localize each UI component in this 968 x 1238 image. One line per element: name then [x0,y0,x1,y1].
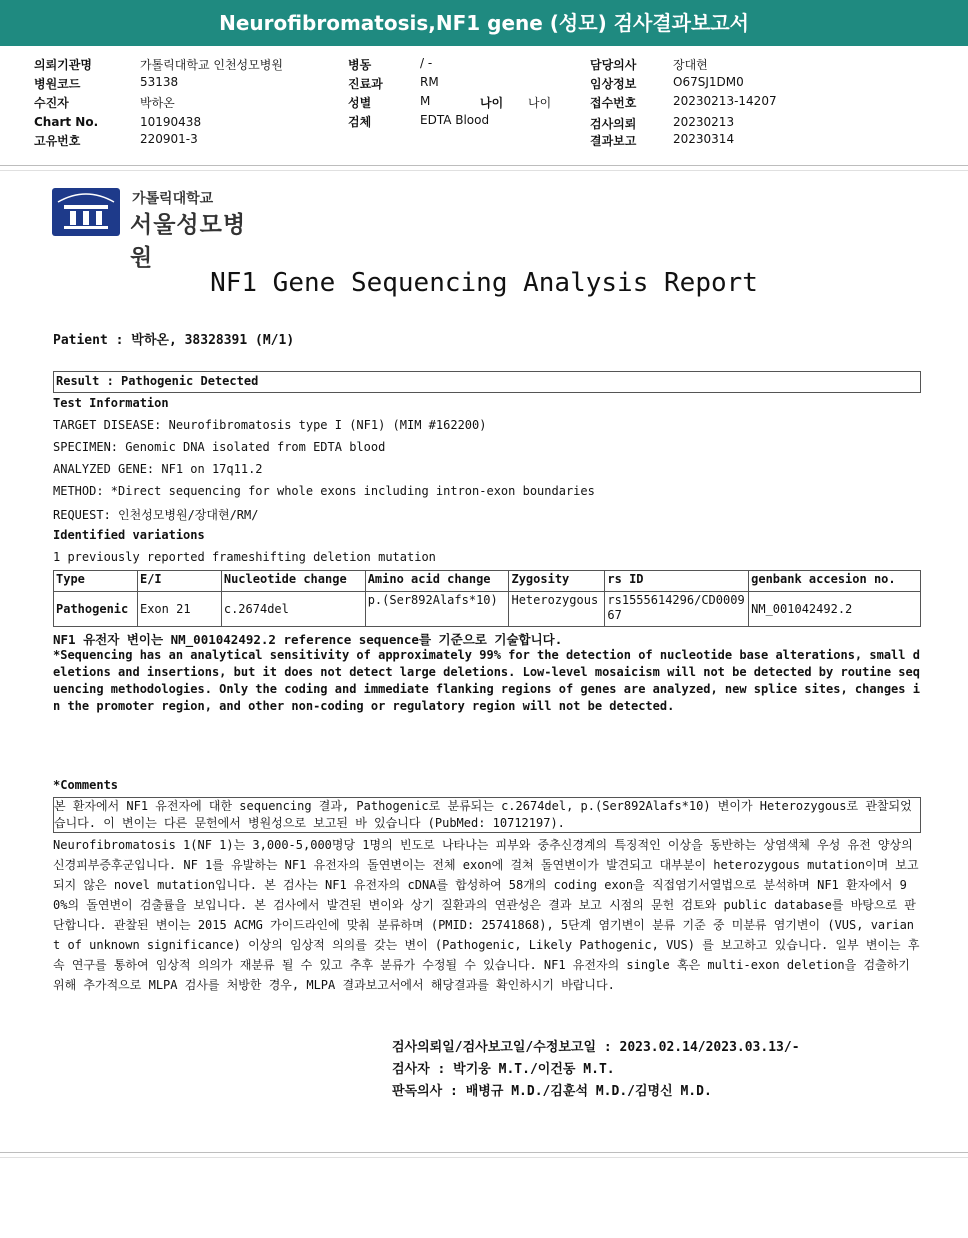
test-info-heading: Test Information [53,396,169,410]
header-label: 수진자 [34,96,69,110]
comment-body: Neurofibromatosis 1(NF 1)는 3,000-5,000명당 1명의 빈도로 나타나는 피부와 중추신경계의 특징적인 이상을 동반하는 상염색체 우성 유전 양상의 신경피부증후군입니다. NF 1를 유발하는 NF1 유전자의 돌연변이는 전체 exon에 걸쳐 돌연변이가 발견되고 대부분이 heterozygous mutation이며 보고되지 않은 novel mutation입니다. 본 검사는 NF1 유전자의 cDNA를 합성하여 58개의 coding exon을 직접염기서열법으로 분석하며 NF1 환자에서 90%의 돌연변이 검출률을 보입니다. 본 검사에서 발견된 변이와 상기 질환과의 연관성은 결과 보고 시점의 문헌 검토와 public database를 바탕으로 판단합니다. 관찰된 변이는 2015 ACMG 가이드라인에 맞춰 분류하며 (PMID: 25741868), 5단계 염기변이 분류 기준 중 미분류 염기변이 (VUS, variant of unknown significance) 이상의 임상적 의의를 갖는 변이 (Pathogenic, Likely Pathogenic, VUS) 를 보고하고 있습니다. 일부 변이는 후속 연구를 통하여 임상적 의의가 재분류 될 수 있고 추후 분류가 수정될 수 있습니다. NF1 유전자의 single 혹은 multi-exon deletion을 검출하기 위해 추가적으로 MLPA 검사를 처방한 경우, MLPA 결과보고서에서 해당결과를 확인하시기 바랍니다. [53,838,920,992]
header-label: 고유번호 [34,134,81,148]
logo-university-name: 가톨릭대학교 [132,191,214,207]
divider [0,170,968,171]
table-cell: NM_001042492.2 [749,592,921,627]
header-label: 결과보고 [590,134,637,148]
patient-line: Patient : 박하온, 38328391 (M/1) [53,333,295,348]
header-value: 20230213 [673,115,735,129]
header-label: 진료과 [348,77,383,91]
column-header: Type [54,571,138,592]
header-value: / - [420,56,433,70]
header-value: O67SJ1DM0 [673,75,744,89]
table-row [54,592,921,627]
table-cell: p.(Ser892Alafs*10) [365,592,509,627]
header-value: RM [420,75,439,89]
header-value: 박하온 [140,96,175,110]
header-value: M [420,94,431,108]
header-label: 검사의뢰 [590,117,637,131]
method: METHOD: *Direct sequencing for whole exons including intron-exon boundaries [53,484,595,498]
identified-summary: 1 previously reported frameshifting deletion mutation [53,550,436,564]
variant-table [53,570,921,627]
age-label: 나이 [480,96,504,110]
logo-hospital-name: 서울성모병원 [130,212,247,271]
table-cell: Heterozygous [509,592,605,627]
request-info-header [0,46,968,166]
table-header-row [54,571,921,592]
column-header: Nucleotide change [221,571,365,592]
catholic-emblem-icon [52,188,120,236]
divider [0,1152,968,1153]
header-label: Chart No. [34,115,99,129]
header-label: 성별 [348,96,372,110]
target-disease: TARGET DISEASE: Neurofibromatosis type I (NF1) (MIM #162200) [53,418,487,432]
table-cell: rs1555614296/CD000967 [605,592,749,627]
window-title: Neurofibromatosis,NF1 gene (성모) 검사결과보고서 [0,0,968,46]
column-header: genbank accesion no. [749,571,921,592]
header-value: 장대현 [673,58,708,72]
identified-heading: Identified variations [53,528,205,542]
specimen: SPECIMEN: Genomic DNA isolated from EDTA blood [53,440,386,454]
header-label: 접수번호 [590,96,637,110]
report-title: NF1 Gene Sequencing Analysis Report [210,268,758,298]
header-label: 검체 [348,115,372,129]
analyzed-gene: ANALYZED GENE: NF1 on 17q11.2 [53,462,263,476]
divider [0,165,968,166]
comment-box: 본 환자에서 NF1 유전자에 대한 sequencing 결과, Pathogenic로 분류되는 c.2674del, p.(Ser892Alafs*10) 변이가 Heterozygous로 관찰되었습니다. 이 변이는 다른 문헌에서 병원성으로 보고된 바 있습니다 (PubMed: 10712197). [53,797,921,833]
comments-heading: *Comments [53,778,119,792]
column-header: E/I [137,571,221,592]
request: REQUEST: 인천성모병원/장대현/RM/ [53,508,259,522]
technicians: 검사자 : 박기웅 M.T./이건동 M.T. [392,1062,615,1077]
header-label: 병원코드 [34,77,81,91]
header-label: 의뢰기관명 [34,58,92,72]
header-label: 병동 [348,58,372,72]
result-line: Result : Pathogenic Detected [56,374,259,388]
header-value: 20230213-14207 [673,94,777,108]
report-dates: 검사의뢰일/검사보고일/수정보고일 : 2023.02.14/2023.03.13/- [392,1040,800,1055]
column-header: Zygosity [509,571,605,592]
table-cell: Pathogenic [54,592,138,627]
header-value: 가톨릭대학교 인천성모병원 [140,58,283,72]
divider [0,1157,968,1158]
hospital-logo [52,188,262,271]
column-header: Amino acid change [365,571,509,592]
pathologists: 판독의사 : 배병규 M.D./김훈석 M.D./김명신 M.D. [392,1084,712,1099]
header-value: 53138 [140,75,179,89]
header-value: 20230314 [673,132,735,146]
reference-note: NF1 유전자 변이는 NM_001042492.2 reference sequence를 기준으로 기술합니다. [53,632,563,647]
column-header: rs ID [605,571,749,592]
header-value: 220901-3 [140,132,198,146]
age-value: 나이 [528,96,552,110]
table-cell: c.2674del [221,592,365,627]
header-label: 임상정보 [590,77,637,91]
header-value: 10190438 [140,115,202,129]
header-value: EDTA Blood [420,113,490,127]
table-cell: Exon 21 [137,592,221,627]
sensitivity-note: *Sequencing has an analytical sensitivity of approximately 99% for the detection of nucleotide base alterations, small deletions and insertions, but it does not detect large deletions. Low-level mosaicism will not be detected by routine sequencing methodologies. Only the coding and immediate flanking regions of genes are analyzed, new splice sites, changes in the promoter region, and other non-coding or regulatory region will not be detected. [53,648,920,713]
header-label: 담당의사 [590,58,637,72]
